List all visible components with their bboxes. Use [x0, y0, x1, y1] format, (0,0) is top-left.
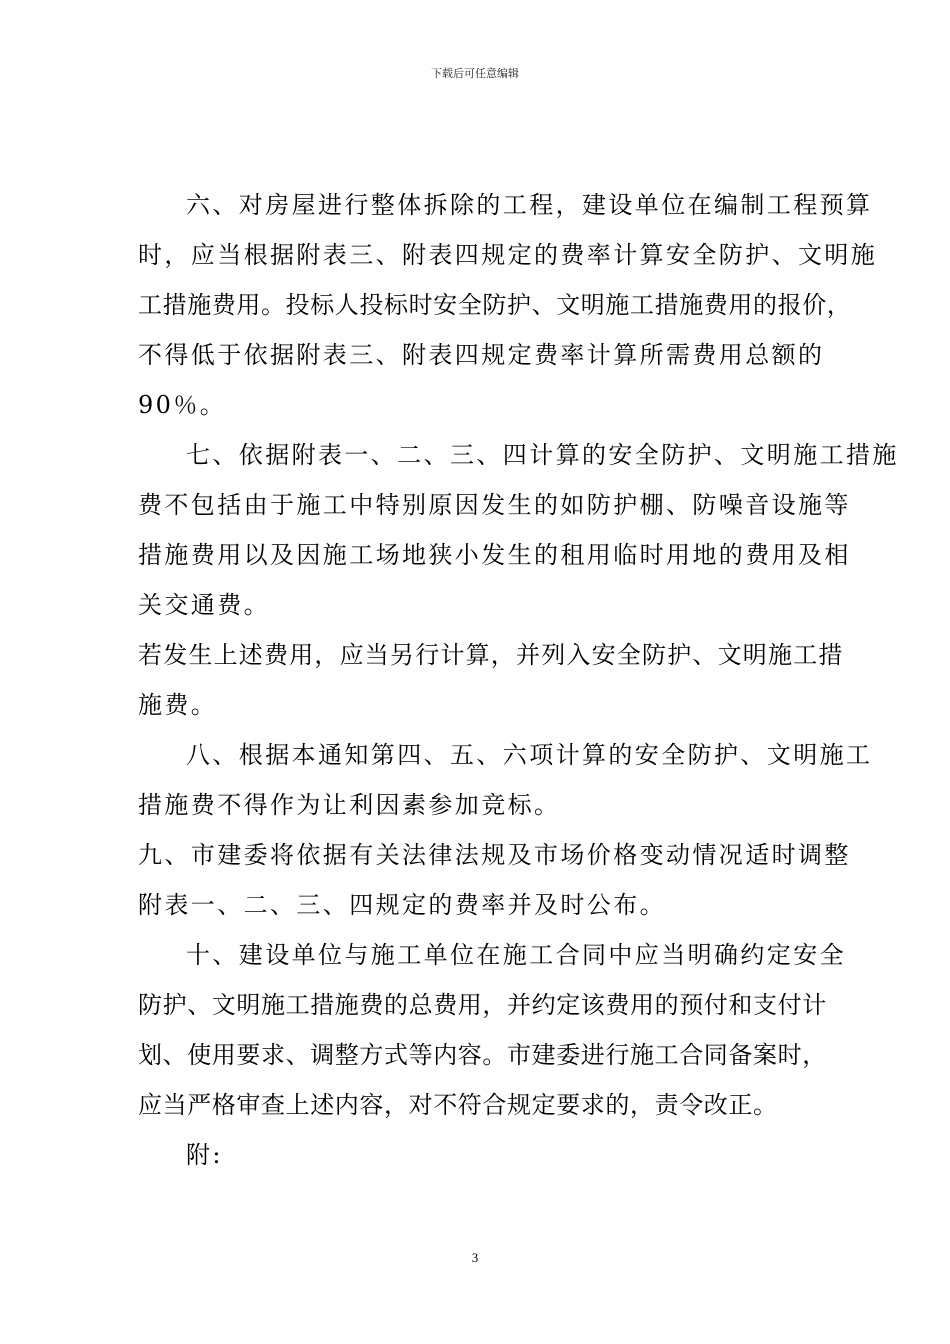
paragraph-8-line-2: 措施费不得作为让利因素参加竞标。	[138, 791, 561, 819]
paragraph-6-line-3: 工措施费用。投标人投标时安全防护、文明施工措施费用的报价，	[138, 291, 852, 319]
paragraph-7-line-3: 措施费用以及因施工场地狭小发生的租用临时用地的费用及相	[138, 541, 851, 569]
paragraph-6-line-1: 六、对房屋进行整体拆除的工程，建设单位在编制工程预算	[186, 191, 873, 219]
paragraph-9-line-2: 附表一、二、三、四规定的费率并及时公布。	[138, 891, 666, 919]
paragraph-7-line-4: 关交通费。	[138, 591, 270, 619]
paragraph-7b-line-2: 施费。	[138, 691, 218, 719]
page-number: 3	[471, 1250, 479, 1265]
paragraph-7-line-1: 七、依据附表一、二、三、四计算的安全防护、文明施工措施	[186, 441, 899, 469]
paragraph-6-line-4: 不得低于依据附表三、附表四规定费率计算所需费用总额的	[138, 341, 825, 369]
paragraph-7b-line-1: 若发生上述费用，应当另行计算，并列入安全防护、文明施工措	[138, 641, 844, 669]
attachment-label: 附:	[186, 1141, 223, 1169]
paragraph-10-line-4: 应当严格审查上述内容，对不符合规定要求的，责令改正。	[138, 1091, 778, 1119]
paragraph-9-line-1: 九、市建委将依据有关法律法规及市场价格变动情况适时调整	[138, 841, 851, 869]
paragraph-10-line-1: 十、建设单位与施工单位在施工合同中应当明确约定安全	[186, 941, 846, 969]
page-header: 下载后可任意编辑	[431, 67, 519, 80]
paragraph-6-line-2: 时，应当根据附表三、附表四规定的费率计算安全防护、文明施	[138, 241, 878, 269]
paragraph-7-line-2: 费不包括由于施工中特别原因发生的如防护棚、防噪音设施等	[138, 491, 851, 519]
paragraph-10-line-3: 划、使用要求、调整方式等内容。市建委进行施工合同备案时，	[138, 1041, 827, 1069]
paragraph-10-line-2: 防护、文明施工措施费的总费用，并约定该费用的预付和支付计	[138, 991, 827, 1019]
paragraph-8-line-1: 八、根据本通知第四、五、六项计算的安全防护、文明施工	[186, 741, 873, 769]
paragraph-6-line-5: 90％。	[138, 391, 227, 419]
